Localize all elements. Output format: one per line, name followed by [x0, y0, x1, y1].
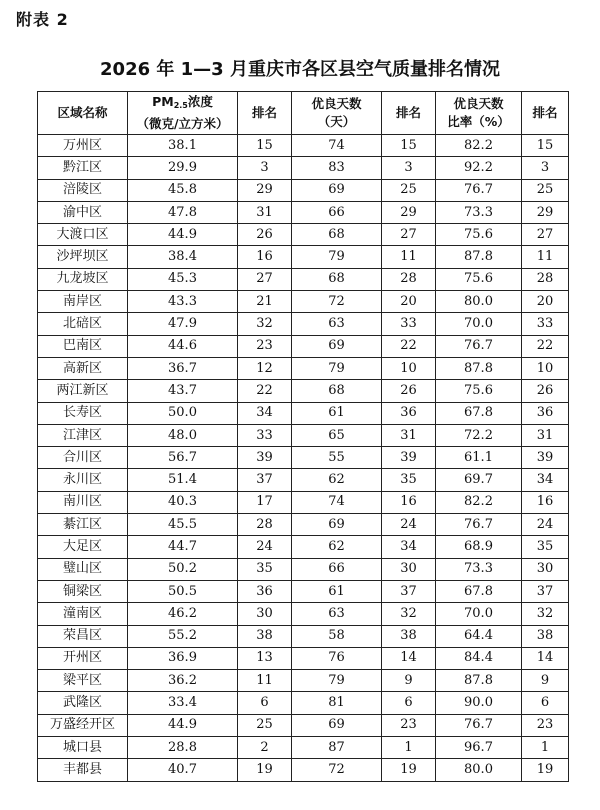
pm-rank-cell: 23 [238, 335, 292, 357]
ranking-table [37, 91, 569, 782]
table-row [38, 357, 569, 379]
ratio-rank-cell: 28 [522, 268, 569, 290]
header-pm25: $PM_{2.5}$浓度 （微克/立方米） [128, 92, 238, 135]
pm25-cell: 40.3 [128, 491, 238, 513]
pm25-cell: 45.8 [128, 179, 238, 201]
ratio-rank-cell: 34 [522, 469, 569, 491]
header-ratio: 优良天数 比率（%） [436, 92, 522, 135]
pm25-cell: 43.3 [128, 291, 238, 313]
table-row [38, 313, 569, 335]
pm-rank-cell: 17 [238, 491, 292, 513]
table-row [38, 759, 569, 781]
ratio-rank-cell: 27 [522, 224, 569, 246]
table-row [38, 514, 569, 536]
good-days-cell: 61 [292, 580, 382, 602]
ratio-cell: 82.2 [436, 135, 522, 157]
ratio-rank-cell: 22 [522, 335, 569, 357]
days-rank-cell: 11 [382, 246, 436, 268]
pm-rank-cell: 31 [238, 201, 292, 223]
region-cell: 荣昌区 [38, 625, 128, 647]
pm-rank-cell: 34 [238, 402, 292, 424]
ratio-rank-cell: 9 [522, 670, 569, 692]
table-row [38, 491, 569, 513]
days-rank-cell: 22 [382, 335, 436, 357]
ratio-cell: 87.8 [436, 670, 522, 692]
page-title: 2026 年 1—3 月重庆市各区县空气质量排名情况 [100, 59, 500, 80]
good-days-cell: 61 [292, 402, 382, 424]
region-cell: 綦江区 [38, 514, 128, 536]
good-days-cell: 74 [292, 135, 382, 157]
table-row [38, 201, 569, 223]
days-rank-cell: 39 [382, 447, 436, 469]
region-cell: 江津区 [38, 424, 128, 446]
days-rank-cell: 33 [382, 313, 436, 335]
ratio-rank-cell: 1 [522, 737, 569, 759]
table-row [38, 135, 569, 157]
ratio-cell: 75.6 [436, 224, 522, 246]
region-cell: 潼南区 [38, 603, 128, 625]
ratio-rank-cell: 30 [522, 558, 569, 580]
pm-rank-cell: 26 [238, 224, 292, 246]
region-cell: 高新区 [38, 357, 128, 379]
days-rank-cell: 19 [382, 759, 436, 781]
ratio-cell: 96.7 [436, 737, 522, 759]
region-cell: 两江新区 [38, 380, 128, 402]
days-rank-cell: 27 [382, 224, 436, 246]
region-cell: 永川区 [38, 469, 128, 491]
days-rank-cell: 26 [382, 380, 436, 402]
table-row [38, 625, 569, 647]
days-rank-cell: 35 [382, 469, 436, 491]
good-days-cell: 79 [292, 357, 382, 379]
ratio-rank-cell: 10 [522, 357, 569, 379]
table-row [38, 714, 569, 736]
pm25-cell: 47.8 [128, 201, 238, 223]
table-row [38, 536, 569, 558]
region-cell: 长寿区 [38, 402, 128, 424]
good-days-cell: 69 [292, 179, 382, 201]
ratio-rank-cell: 15 [522, 135, 569, 157]
days-rank-cell: 9 [382, 670, 436, 692]
good-days-cell: 58 [292, 625, 382, 647]
pm-rank-cell: 28 [238, 514, 292, 536]
ratio-cell: 80.0 [436, 759, 522, 781]
ratio-cell: 90.0 [436, 692, 522, 714]
pm25-cell: 44.6 [128, 335, 238, 357]
ratio-cell: 76.7 [436, 335, 522, 357]
pm-rank-cell: 21 [238, 291, 292, 313]
ratio-rank-cell: 11 [522, 246, 569, 268]
ratio-cell: 69.7 [436, 469, 522, 491]
pm-rank-cell: 24 [238, 536, 292, 558]
days-rank-cell: 29 [382, 201, 436, 223]
ratio-rank-cell: 25 [522, 179, 569, 201]
days-rank-cell: 10 [382, 357, 436, 379]
pm-rank-cell: 2 [238, 737, 292, 759]
ratio-cell: 64.4 [436, 625, 522, 647]
pm-rank-cell: 19 [238, 759, 292, 781]
pm25-cell: 40.7 [128, 759, 238, 781]
pm25-cell: 56.7 [128, 447, 238, 469]
good-days-cell: 83 [292, 157, 382, 179]
table-row [38, 402, 569, 424]
region-cell: 南川区 [38, 491, 128, 513]
table-row [38, 380, 569, 402]
region-cell: 渝中区 [38, 201, 128, 223]
ratio-rank-cell: 20 [522, 291, 569, 313]
pm-rank-cell: 37 [238, 469, 292, 491]
ratio-cell: 92.2 [436, 157, 522, 179]
region-cell: 璧山区 [38, 558, 128, 580]
region-cell: 九龙坡区 [38, 268, 128, 290]
table-row [38, 670, 569, 692]
good-days-cell: 72 [292, 759, 382, 781]
table-row [38, 580, 569, 602]
region-cell: 梁平区 [38, 670, 128, 692]
pm25-cell: 55.2 [128, 625, 238, 647]
region-cell: 开州区 [38, 647, 128, 669]
good-days-cell: 72 [292, 291, 382, 313]
table-row [38, 447, 569, 469]
region-cell: 合川区 [38, 447, 128, 469]
days-rank-cell: 32 [382, 603, 436, 625]
ratio-cell: 75.6 [436, 380, 522, 402]
ratio-cell: 75.6 [436, 268, 522, 290]
ratio-cell: 70.0 [436, 313, 522, 335]
region-cell: 北碚区 [38, 313, 128, 335]
ratio-cell: 73.3 [436, 558, 522, 580]
ratio-rank-cell: 29 [522, 201, 569, 223]
days-rank-cell: 25 [382, 179, 436, 201]
region-cell: 巴南区 [38, 335, 128, 357]
pm-rank-cell: 11 [238, 670, 292, 692]
table-row [38, 737, 569, 759]
days-rank-cell: 34 [382, 536, 436, 558]
good-days-cell: 68 [292, 268, 382, 290]
table-row [38, 469, 569, 491]
table-row [38, 647, 569, 669]
header-days-rank: 排名 [382, 92, 436, 135]
table-row [38, 603, 569, 625]
ratio-cell: 87.8 [436, 357, 522, 379]
pm25-cell: 44.9 [128, 224, 238, 246]
region-cell: 沙坪坝区 [38, 246, 128, 268]
header-ratio-rank: 排名 [522, 92, 569, 135]
table-row [38, 157, 569, 179]
table-row [38, 179, 569, 201]
good-days-cell: 74 [292, 491, 382, 513]
pm-rank-cell: 15 [238, 135, 292, 157]
ratio-cell: 76.7 [436, 714, 522, 736]
table-header [38, 92, 569, 135]
days-rank-cell: 14 [382, 647, 436, 669]
table-body [38, 135, 569, 782]
days-rank-cell: 30 [382, 558, 436, 580]
pm-rank-cell: 36 [238, 580, 292, 602]
pm25-cell: 36.9 [128, 647, 238, 669]
pm25-cell: 28.8 [128, 737, 238, 759]
good-days-cell: 79 [292, 670, 382, 692]
region-cell: 涪陵区 [38, 179, 128, 201]
region-cell: 大足区 [38, 536, 128, 558]
annex-label: 附表 2 [16, 10, 69, 29]
pm25-cell: 50.5 [128, 580, 238, 602]
pm-rank-cell: 16 [238, 246, 292, 268]
ratio-rank-cell: 36 [522, 402, 569, 424]
pm-rank-cell: 27 [238, 268, 292, 290]
header-good-days: 优良天数 （天） [292, 92, 382, 135]
table-row [38, 335, 569, 357]
region-cell: 大渡口区 [38, 224, 128, 246]
days-rank-cell: 24 [382, 514, 436, 536]
table-row [38, 424, 569, 446]
pm-rank-cell: 3 [238, 157, 292, 179]
ratio-rank-cell: 23 [522, 714, 569, 736]
pm-rank-cell: 29 [238, 179, 292, 201]
ratio-cell: 76.7 [436, 514, 522, 536]
days-rank-cell: 1 [382, 737, 436, 759]
pm25-cell: 44.7 [128, 536, 238, 558]
ratio-rank-cell: 39 [522, 447, 569, 469]
good-days-cell: 69 [292, 514, 382, 536]
pm25-cell: 50.0 [128, 402, 238, 424]
good-days-cell: 68 [292, 380, 382, 402]
ratio-rank-cell: 35 [522, 536, 569, 558]
pm-rank-cell: 25 [238, 714, 292, 736]
pm25-cell: 38.1 [128, 135, 238, 157]
ratio-rank-cell: 6 [522, 692, 569, 714]
pm25-cell: 51.4 [128, 469, 238, 491]
table-row [38, 692, 569, 714]
days-rank-cell: 37 [382, 580, 436, 602]
ratio-rank-cell: 32 [522, 603, 569, 625]
days-rank-cell: 16 [382, 491, 436, 513]
ratio-cell: 72.2 [436, 424, 522, 446]
days-rank-cell: 31 [382, 424, 436, 446]
ratio-rank-cell: 37 [522, 580, 569, 602]
ratio-cell: 70.0 [436, 603, 522, 625]
days-rank-cell: 38 [382, 625, 436, 647]
pm-rank-cell: 30 [238, 603, 292, 625]
good-days-cell: 66 [292, 558, 382, 580]
days-rank-cell: 6 [382, 692, 436, 714]
pm25-cell: 44.9 [128, 714, 238, 736]
ratio-cell: 87.8 [436, 246, 522, 268]
days-rank-cell: 23 [382, 714, 436, 736]
pm-rank-cell: 6 [238, 692, 292, 714]
ratio-rank-cell: 31 [522, 424, 569, 446]
pm-rank-cell: 22 [238, 380, 292, 402]
ratio-cell: 68.9 [436, 536, 522, 558]
pm25-cell: 33.4 [128, 692, 238, 714]
pm25-cell: 36.7 [128, 357, 238, 379]
pm-rank-cell: 32 [238, 313, 292, 335]
table-row [38, 268, 569, 290]
good-days-cell: 62 [292, 469, 382, 491]
days-rank-cell: 28 [382, 268, 436, 290]
region-cell: 万州区 [38, 135, 128, 157]
ratio-rank-cell: 33 [522, 313, 569, 335]
good-days-cell: 79 [292, 246, 382, 268]
good-days-cell: 63 [292, 603, 382, 625]
region-cell: 丰都县 [38, 759, 128, 781]
ratio-rank-cell: 26 [522, 380, 569, 402]
region-cell: 南岸区 [38, 291, 128, 313]
pm25-cell: 50.2 [128, 558, 238, 580]
region-cell: 铜梁区 [38, 580, 128, 602]
good-days-cell: 69 [292, 714, 382, 736]
header-region: 区域名称 [38, 92, 128, 135]
pm-rank-cell: 33 [238, 424, 292, 446]
ratio-cell: 67.8 [436, 402, 522, 424]
ratio-cell: 67.8 [436, 580, 522, 602]
good-days-cell: 69 [292, 335, 382, 357]
region-cell: 武隆区 [38, 692, 128, 714]
pm25-cell: 29.9 [128, 157, 238, 179]
pm25-cell: 43.7 [128, 380, 238, 402]
ratio-rank-cell: 16 [522, 491, 569, 513]
region-cell: 黔江区 [38, 157, 128, 179]
good-days-cell: 76 [292, 647, 382, 669]
table-row [38, 224, 569, 246]
good-days-cell: 87 [292, 737, 382, 759]
ratio-cell: 61.1 [436, 447, 522, 469]
header-pm-rank: 排名 [238, 92, 292, 135]
ratio-rank-cell: 24 [522, 514, 569, 536]
pm25-cell: 38.4 [128, 246, 238, 268]
good-days-cell: 66 [292, 201, 382, 223]
good-days-cell: 81 [292, 692, 382, 714]
pm-rank-cell: 12 [238, 357, 292, 379]
pm25-cell: 47.9 [128, 313, 238, 335]
pm25-cell: 45.5 [128, 514, 238, 536]
ratio-rank-cell: 19 [522, 759, 569, 781]
days-rank-cell: 3 [382, 157, 436, 179]
pm-rank-cell: 39 [238, 447, 292, 469]
ratio-rank-cell: 3 [522, 157, 569, 179]
days-rank-cell: 20 [382, 291, 436, 313]
region-cell: 万盛经开区 [38, 714, 128, 736]
table-row [38, 246, 569, 268]
pm-rank-cell: 13 [238, 647, 292, 669]
region-cell: 城口县 [38, 737, 128, 759]
pm-rank-cell: 38 [238, 625, 292, 647]
ratio-cell: 76.7 [436, 179, 522, 201]
pm25-cell: 45.3 [128, 268, 238, 290]
good-days-cell: 55 [292, 447, 382, 469]
pm25-cell: 36.2 [128, 670, 238, 692]
pm25-cell: 48.0 [128, 424, 238, 446]
ratio-cell: 73.3 [436, 201, 522, 223]
ratio-rank-cell: 38 [522, 625, 569, 647]
ratio-rank-cell: 14 [522, 647, 569, 669]
table-row [38, 291, 569, 313]
good-days-cell: 62 [292, 536, 382, 558]
ratio-cell: 80.0 [436, 291, 522, 313]
good-days-cell: 65 [292, 424, 382, 446]
days-rank-cell: 15 [382, 135, 436, 157]
days-rank-cell: 36 [382, 402, 436, 424]
pm25-cell: 46.2 [128, 603, 238, 625]
pm-rank-cell: 35 [238, 558, 292, 580]
good-days-cell: 63 [292, 313, 382, 335]
ratio-cell: 82.2 [436, 491, 522, 513]
table-row [38, 558, 569, 580]
good-days-cell: 68 [292, 224, 382, 246]
ratio-cell: 84.4 [436, 647, 522, 669]
